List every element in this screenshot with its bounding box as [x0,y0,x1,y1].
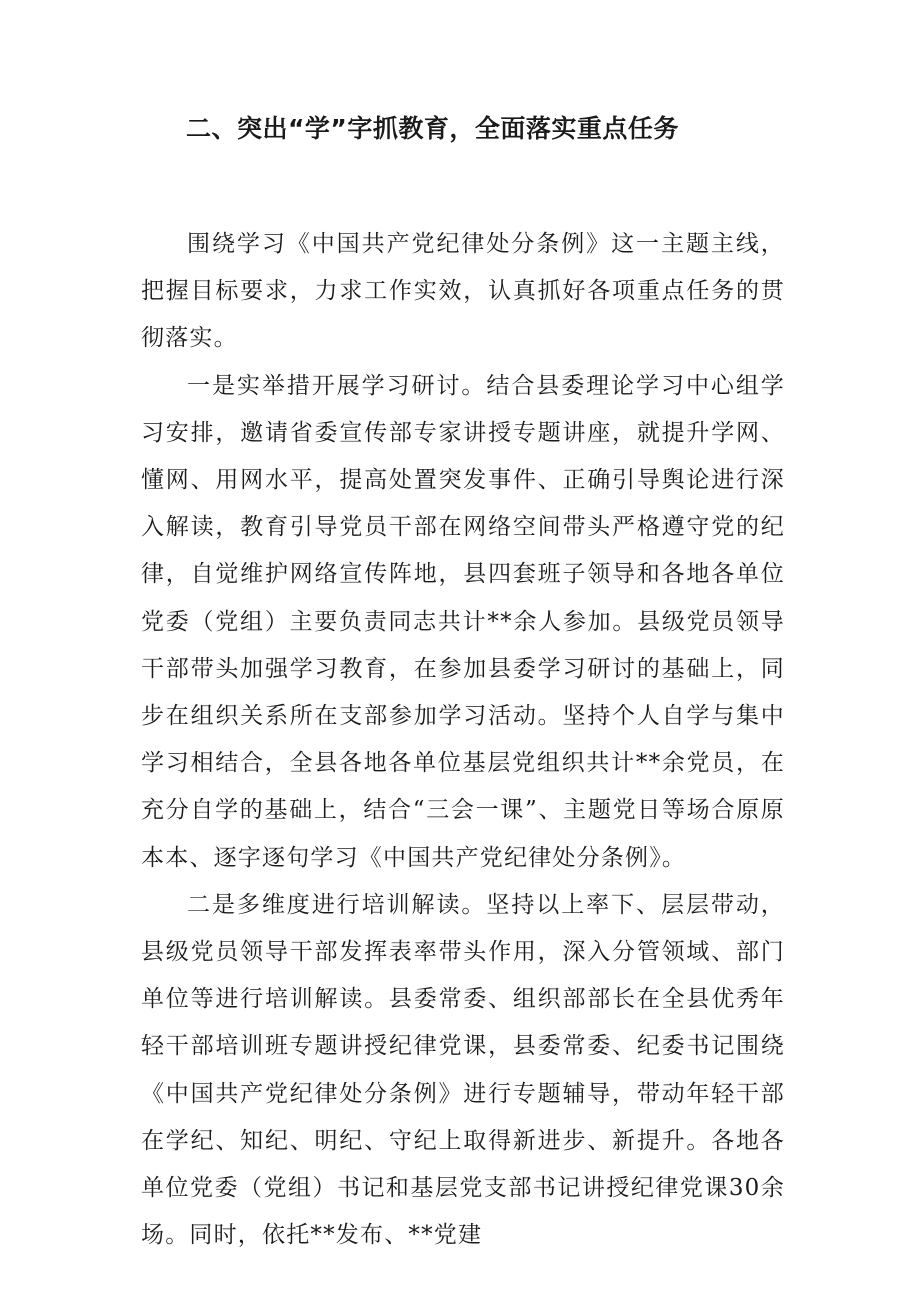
training-paragraph: 二是多维度进行培训解读。坚持以上率下、层层带动，县级党员领导干部发挥表率带头作用，深入分管领域、部门单位等进行培训解读。县委常委、组织部部长在全县优秀年轻干部培训班专题讲授纪律党课，县委常委、纪委书记围绕《中国共产党纪律处分条例》进行专题辅导，带动年轻干部在学纪、知纪、明纪、守纪上取得新进步、新提升。各地各单位党委（党组）书记和基层党支部书记讲授纪律党课30余场。同时，依托**发布、**党建 [141,891,785,1249]
section-heading: 二、突出“学”字抓教育，全面落实重点任务 [186,114,679,143]
document-body [141,221,785,1259]
intro-paragraph: 围绕学习《中国共产党纪律处分条例》这一主题主线，把握目标要求，力求工作实效，认真抓好各项重点任务的贯彻落实。 [141,231,785,352]
study-seminar-paragraph: 一是实举措开展学习研讨。结合县委理论学习中心组学习安排，邀请省委宣传部专家讲授专题讲座，就提升学网、懂网、用网水平，提高处置突发事件、正确引导舆论进行深入解读，教育引导党员干部在网络空间带头严格遵守党的纪律，自觉维护网络宣传阵地，县四套班子领导和各地各单位党委（党组）主要负责同志共计**余人参加。县级党员领导干部带头加强学习教育，在参加县委学习研讨的基础上，同步在组织关系所在支部参加学习活动。坚持个人自学与集中学习相结合，全县各地各单位基层党组织共计**余党员，在充分自学的基础上，结合“三会一课”、主题党日等场合原原本本、逐字逐句学习《中国共产党纪律处分条例》。 [141,372,785,871]
